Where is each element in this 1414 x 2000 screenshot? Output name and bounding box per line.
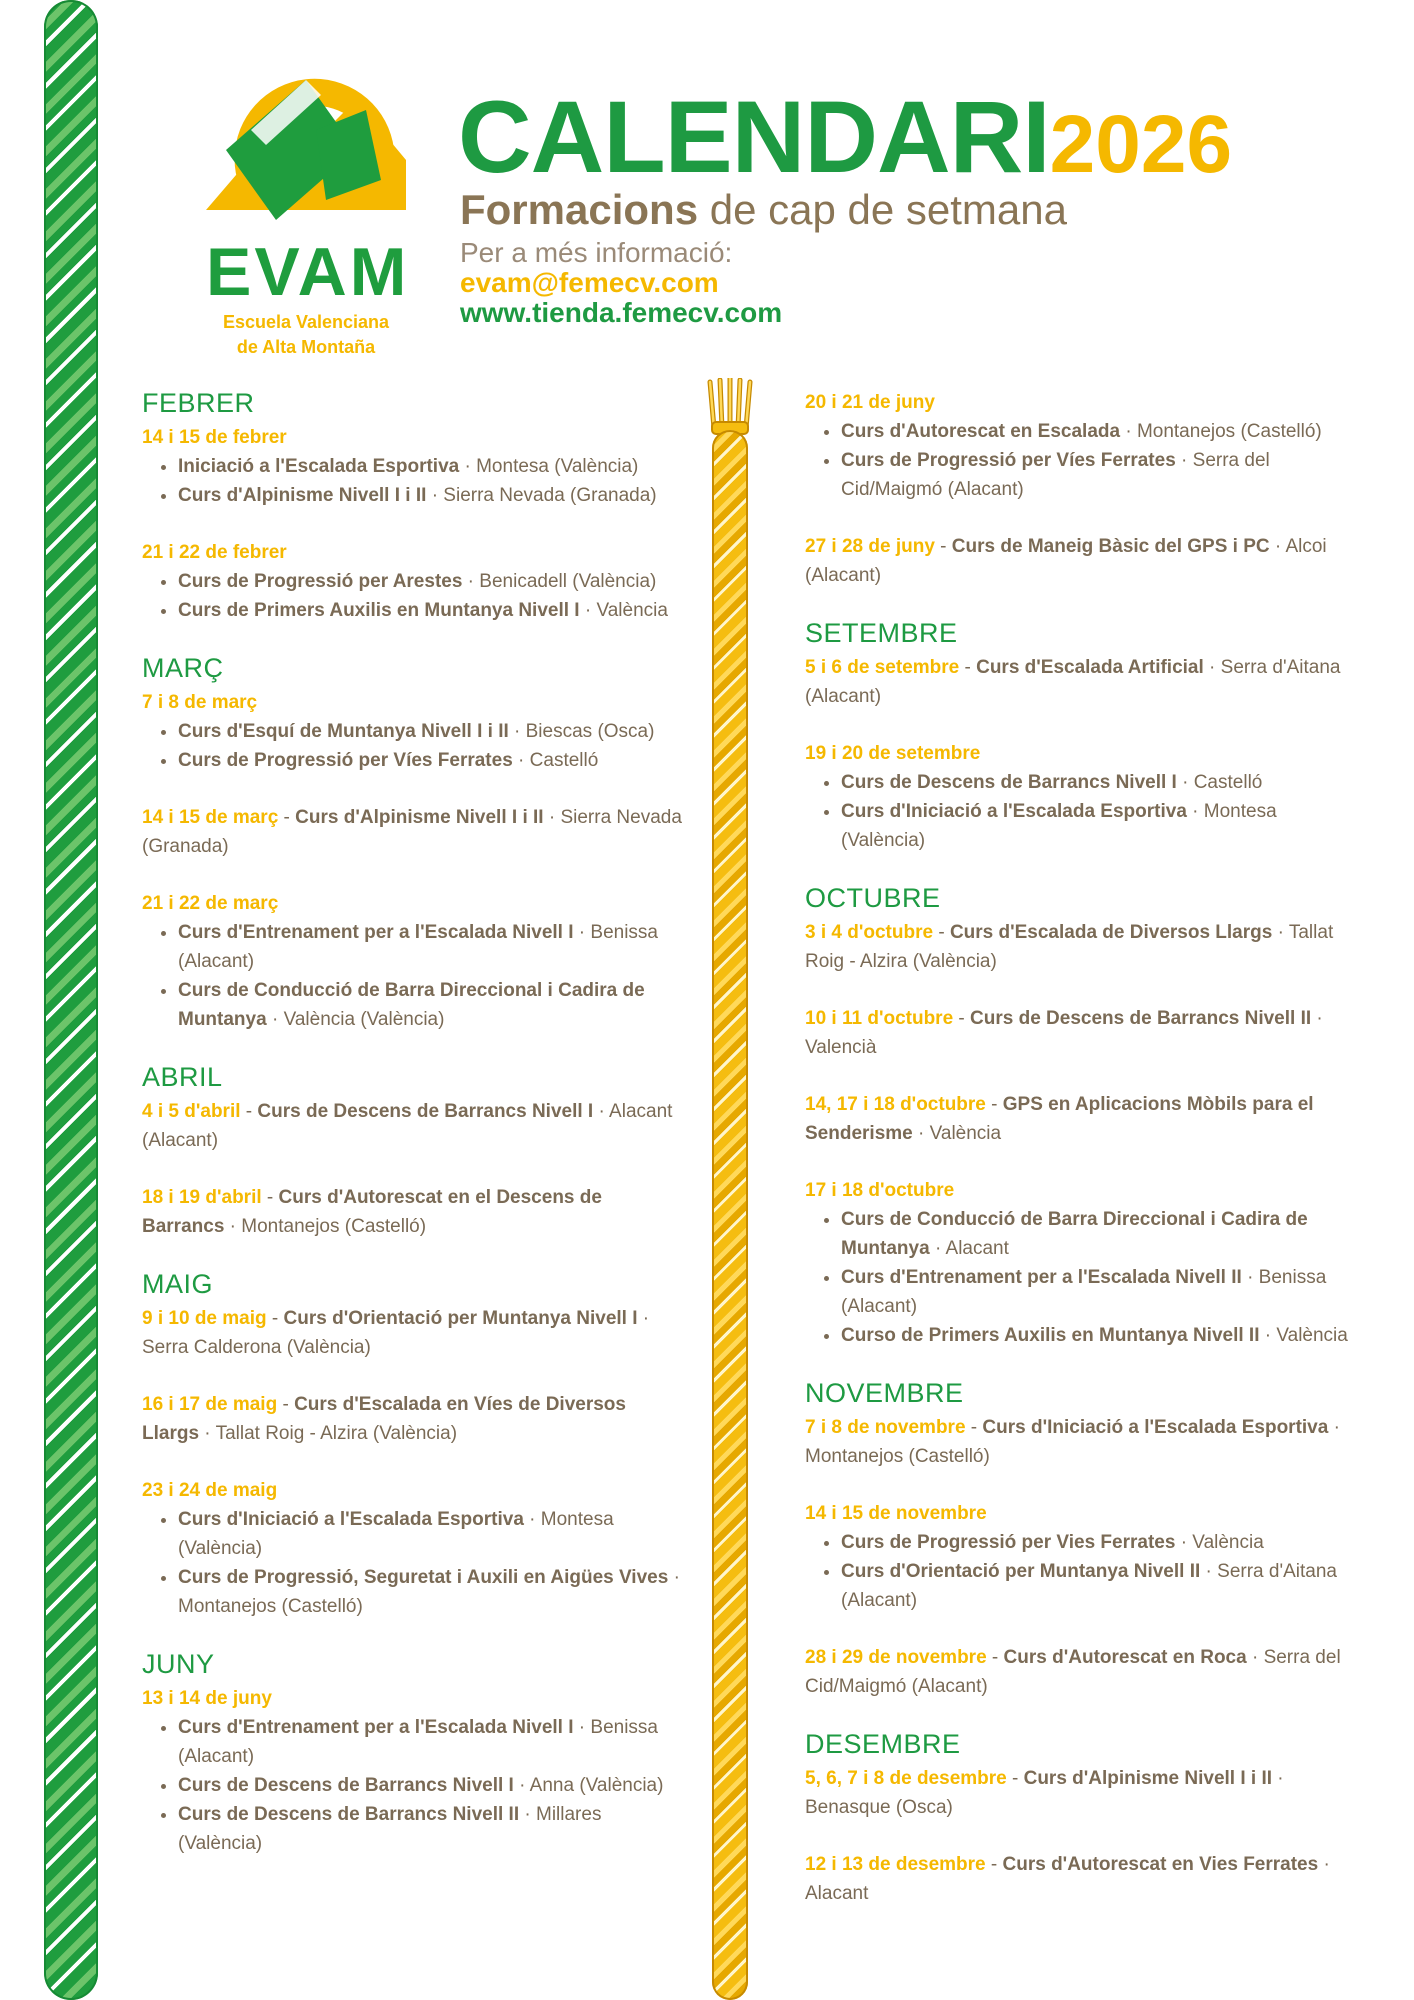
course-list <box>805 1528 1350 1615</box>
event-block <box>142 538 682 625</box>
course-name: Curs de Descens de Barrancs Nivell I <box>841 772 1177 793</box>
course-name: Curs de Descens de Barrancs Nivell II <box>970 1008 1312 1029</box>
course-place: · Valencià <box>805 1008 1323 1058</box>
event-date: 18 i 19 d'abril <box>142 1187 262 1208</box>
course-name: Curs d'Iniciació a l'Escalada Esportiva <box>841 801 1187 822</box>
logo-subtitle-line1: Escuela Valenciana <box>222 312 390 332</box>
green-rope-decoration <box>44 0 98 2000</box>
month-section <box>142 653 682 1034</box>
month-heading: MARÇ <box>142 653 224 683</box>
course-place: · Serra Calderona (València) <box>142 1308 650 1358</box>
event-date: 16 i 17 de maig <box>142 1394 278 1415</box>
course-name: Curs de Progressió per Arestes <box>178 571 463 592</box>
subtitle-bold: Formacions <box>460 186 699 233</box>
course-name: Curs d'Alpinisme Nivell I i II <box>295 807 544 828</box>
event-date: 19 i 20 de setembre <box>805 743 981 764</box>
course-name: Curs de Progressió per Víes Ferrates <box>841 450 1176 471</box>
course-item <box>178 1713 682 1771</box>
course-list <box>142 717 682 775</box>
email-link[interactable]: evam@femecv.com <box>460 267 719 298</box>
course-place: · València <box>912 1123 1002 1144</box>
event-line <box>142 1097 682 1155</box>
event-line <box>805 1850 1350 1908</box>
event-line <box>805 1004 1350 1062</box>
separator: - <box>933 922 950 943</box>
course-list <box>142 1713 682 1858</box>
event-line <box>142 1304 682 1362</box>
event-line <box>805 653 1350 711</box>
event-block <box>805 1499 1350 1615</box>
course-name: Curs de Progressió per Víes Ferrates <box>178 750 513 771</box>
course-name: Curs d'Autorescat en el Descens de Barrancs <box>142 1187 602 1237</box>
course-name: Curs d'Autorescat en Vies Ferrates <box>1002 1854 1319 1875</box>
title-year: 2026 <box>1049 99 1233 190</box>
course-list <box>805 417 1350 504</box>
event-block <box>805 1643 1350 1701</box>
event-date: 14 i 15 de març <box>142 807 279 828</box>
course-name: Curs d'Alpinisme Nivell I i II <box>178 485 427 506</box>
course-name: Curs de Progressió, Seguretat i Auxili en Aigües Vives <box>178 1567 669 1588</box>
course-name: Curs d'Entrenament per a l'Escalada Nivell I <box>178 922 574 943</box>
separator: - <box>985 1094 1003 1115</box>
course-place: · Millares (València) <box>178 1804 602 1854</box>
month-section <box>142 1269 682 1621</box>
separator: - <box>240 1101 258 1122</box>
event-date: 3 i 4 d'octubre <box>805 922 934 943</box>
event-block <box>805 1764 1350 1822</box>
course-list <box>142 452 682 510</box>
page-subtitle <box>460 186 1067 234</box>
event-block <box>142 1390 682 1448</box>
event-line <box>805 1643 1350 1701</box>
title-main: CALENDARI <box>458 80 1050 194</box>
contact-info <box>460 238 782 328</box>
event-line <box>142 803 682 861</box>
course-item <box>841 446 1350 504</box>
course-place: · València (València) <box>266 1009 445 1030</box>
course-place: · Tallat Roig - Alzira (València) <box>805 922 1334 972</box>
course-list <box>805 1205 1350 1350</box>
course-place: · Serra d'Aitana (Alacant) <box>841 1561 1337 1611</box>
separator: - <box>261 1187 279 1208</box>
event-block <box>142 889 682 1034</box>
course-name: Curs d'Autorescat en Roca <box>1003 1647 1247 1668</box>
event-block <box>805 918 1350 976</box>
course-place: · Sierra Nevada (Granada) <box>142 807 682 857</box>
course-item <box>178 746 682 775</box>
course-name: Curs d'Alpinisme Nivell I i II <box>1023 1768 1273 1789</box>
course-place: · Alcoi (Alacant) <box>805 536 1327 586</box>
event-block <box>805 1090 1350 1148</box>
logo-subtitle-line2: de Alta Montaña <box>236 337 376 357</box>
mountain-sun-icon <box>206 60 406 240</box>
course-place: · Castelló <box>512 750 599 771</box>
course-place: · Montesa (València) <box>841 801 1277 851</box>
course-name: Iniciació a l'Escalada Esportiva <box>178 456 460 477</box>
course-item <box>178 1800 682 1858</box>
course-place: · Sierra Nevada (Granada) <box>426 485 657 506</box>
month-section <box>142 388 682 625</box>
yellow-rope-divider <box>712 430 748 2000</box>
course-item <box>841 1263 1350 1321</box>
event-date: 28 i 29 de novembre <box>805 1647 987 1668</box>
month-heading: NOVEMBRE <box>805 1378 964 1408</box>
course-place: · Montanejos (Castelló) <box>178 1567 680 1617</box>
month-section <box>805 883 1350 1350</box>
course-place: · València <box>1259 1325 1348 1346</box>
event-date: 5, 6, 7 i 8 de desembre <box>805 1768 1007 1789</box>
course-name: GPS en Aplicacions Mòbils para el Senderisme <box>805 1094 1314 1144</box>
month-heading: DESEMBRE <box>805 1729 961 1759</box>
course-name: Curs de Conducció de Barra Direccional i Cadira de Muntanya <box>178 980 645 1030</box>
course-item <box>178 976 682 1034</box>
course-place: · Benissa (Alacant) <box>178 1717 658 1767</box>
event-date: 12 i 13 de desembre <box>805 1854 986 1875</box>
left-column <box>142 388 682 1886</box>
course-item <box>841 1557 1350 1615</box>
course-name: Curso de Primers Auxilis en Muntanya Nivell II <box>841 1325 1260 1346</box>
event-block <box>805 1850 1350 1908</box>
course-item <box>178 1771 682 1800</box>
separator: - <box>934 536 952 557</box>
event-block <box>805 532 1350 590</box>
event-date: 14, 17 i 18 d'octubre <box>805 1094 986 1115</box>
event-line <box>805 532 1350 590</box>
course-place: · Serra d'Aitana (Alacant) <box>805 657 1341 707</box>
separator: - <box>965 1417 983 1438</box>
month-heading: SETEMBRE <box>805 618 958 648</box>
event-line <box>805 1764 1350 1822</box>
month-section <box>142 1649 682 1858</box>
event-date: 9 i 10 de maig <box>142 1308 267 1329</box>
separator: - <box>985 1854 1003 1875</box>
event-block <box>142 423 682 510</box>
course-name: Curs d'Orientació per Muntanya Nivell I <box>283 1308 638 1329</box>
course-place: · Benissa (Alacant) <box>178 922 658 972</box>
course-item <box>841 768 1350 797</box>
event-line <box>142 1390 682 1448</box>
logo-subtitle <box>196 310 416 360</box>
event-line <box>142 1183 682 1241</box>
month-heading: FEBRER <box>142 388 255 418</box>
course-item <box>178 452 682 481</box>
course-place: · Benasque (Osca) <box>805 1768 1284 1818</box>
course-item <box>178 1563 682 1621</box>
course-place: · Biescas (Osca) <box>508 721 655 742</box>
event-block <box>142 688 682 775</box>
course-name: Curs de Descens de Barrancs Nivell I <box>178 1775 514 1796</box>
course-place: · Anna (València) <box>513 1775 664 1796</box>
course-place: · Montesa (València) <box>178 1509 614 1559</box>
event-block <box>142 1476 682 1621</box>
course-item <box>178 596 682 625</box>
course-name: Curs d'Orientació per Muntanya Nivell II <box>841 1561 1201 1582</box>
course-item <box>178 481 682 510</box>
course-name: Curs de Descens de Barrancs Nivell II <box>178 1804 520 1825</box>
course-place: · Alacant (Alacant) <box>142 1101 673 1151</box>
event-block <box>142 1684 682 1858</box>
course-item <box>178 1505 682 1563</box>
course-place: · Montanejos (Castelló) <box>805 1417 1340 1467</box>
info-label: Per a més informació: <box>460 237 733 268</box>
course-name: Curs de Conducció de Barra Direccional i Cadira de Muntanya <box>841 1209 1308 1259</box>
course-name: Curs d'Entrenament per a l'Escalada Nivell II <box>841 1267 1242 1288</box>
event-block <box>805 1004 1350 1062</box>
course-place: · Castelló <box>1176 772 1263 793</box>
course-item <box>841 1205 1350 1263</box>
course-place: · València <box>1175 1532 1264 1553</box>
month-heading: ABRIL <box>142 1062 223 1092</box>
course-name: Curs d'Entrenament per a l'Escalada Nivell I <box>178 1717 574 1738</box>
event-date: 21 i 22 de febrer <box>142 542 287 563</box>
event-block <box>805 1176 1350 1350</box>
event-block <box>142 1097 682 1155</box>
event-date: 4 i 5 d'abril <box>142 1101 241 1122</box>
course-name: Curs d'Esquí de Muntanya Nivell I i II <box>178 721 509 742</box>
course-place: · Montesa (València) <box>459 456 639 477</box>
website-link[interactable]: www.tienda.femecv.com <box>460 297 783 328</box>
course-name: Curs d'Iniciació a l'Escalada Esportiva <box>982 1417 1329 1438</box>
event-date: 14 i 15 de novembre <box>805 1503 987 1524</box>
course-item <box>841 1528 1350 1557</box>
course-place: · Benissa (Alacant) <box>841 1267 1327 1317</box>
event-line <box>805 1413 1350 1471</box>
event-date: 27 i 28 de juny <box>805 536 935 557</box>
event-date: 17 i 18 d'octubre <box>805 1180 955 1201</box>
logo-brand: EVAM <box>206 234 410 310</box>
month-heading: OCTUBRE <box>805 883 941 913</box>
course-item <box>841 417 1350 446</box>
course-name: Curs d'Escalada Artificial <box>976 657 1204 678</box>
course-item <box>178 717 682 746</box>
course-name: Curs d'Autorescat en Escalada <box>841 421 1121 442</box>
month-section <box>805 388 1350 590</box>
separator: - <box>953 1008 971 1029</box>
course-name: Curs de Progressió per Vies Ferrates <box>841 1532 1176 1553</box>
separator: - <box>959 657 977 678</box>
separator: - <box>986 1647 1004 1668</box>
event-block <box>805 653 1350 711</box>
course-item <box>178 567 682 596</box>
course-place: · Alacant <box>929 1238 1009 1259</box>
course-place: · Tallat Roig - Alzira (València) <box>199 1423 458 1444</box>
course-name: Curs d'Iniciació a l'Escalada Esportiva <box>178 1509 524 1530</box>
event-date: 7 i 8 de novembre <box>805 1417 966 1438</box>
course-item <box>841 1321 1350 1350</box>
course-place: · Montanejos (Castelló) <box>1120 421 1322 442</box>
event-date: 7 i 8 de març <box>142 692 258 713</box>
course-place: · Benicadell (València) <box>462 571 657 592</box>
course-name: Curs d'Escalada de Diversos Llargs <box>949 922 1273 943</box>
month-heading: JUNY <box>142 1649 215 1679</box>
course-list <box>142 918 682 1034</box>
month-section <box>805 1378 1350 1701</box>
event-date: 20 i 21 de juny <box>805 392 935 413</box>
course-list <box>142 567 682 625</box>
event-block <box>805 388 1350 504</box>
event-line <box>805 918 1350 976</box>
course-place: · València <box>579 600 668 621</box>
month-section <box>805 1729 1350 1908</box>
event-date: 13 i 14 de juny <box>142 1688 272 1709</box>
event-date: 21 i 22 de març <box>142 893 279 914</box>
course-name: Curs d'Escalada en Víes de Diversos Llargs <box>142 1394 626 1444</box>
course-name: Curs de Descens de Barrancs Nivell I <box>257 1101 594 1122</box>
course-place: · Serra del Cid/Maigmó (Alacant) <box>841 450 1270 500</box>
month-section <box>805 618 1350 855</box>
month-heading: MAIG <box>142 1269 214 1299</box>
subtitle-rest: de cap de setmana <box>698 186 1067 233</box>
event-date: 14 i 15 de febrer <box>142 427 287 448</box>
month-section <box>142 1062 682 1241</box>
right-column <box>805 388 1350 1936</box>
event-date: 23 i 24 de maig <box>142 1480 278 1501</box>
rope-tassel-icon <box>700 378 760 436</box>
page-title <box>458 80 1233 194</box>
separator: - <box>278 807 296 828</box>
event-date: 10 i 11 d'octubre <box>805 1008 954 1029</box>
event-block <box>805 739 1350 855</box>
course-name: Curs de Primers Auxilis en Muntanya Nivell I <box>178 600 580 621</box>
event-block <box>805 1413 1350 1471</box>
event-block <box>142 803 682 861</box>
course-place: · Alacant <box>805 1854 1330 1904</box>
course-list <box>142 1505 682 1621</box>
separator: - <box>266 1308 284 1329</box>
separator: - <box>277 1394 295 1415</box>
course-list <box>805 768 1350 855</box>
event-block <box>142 1304 682 1362</box>
event-date: 5 i 6 de setembre <box>805 657 960 678</box>
course-name: Curs de Maneig Bàsic del GPS i PC <box>951 536 1270 557</box>
course-item <box>841 797 1350 855</box>
evam-logo <box>206 60 410 360</box>
event-line <box>805 1090 1350 1148</box>
course-place: · Serra del Cid/Maigmó (Alacant) <box>805 1647 1341 1697</box>
course-item <box>178 918 682 976</box>
event-block <box>142 1183 682 1241</box>
separator: - <box>1006 1768 1024 1789</box>
course-place: · Montanejos (Castelló) <box>224 1216 427 1237</box>
